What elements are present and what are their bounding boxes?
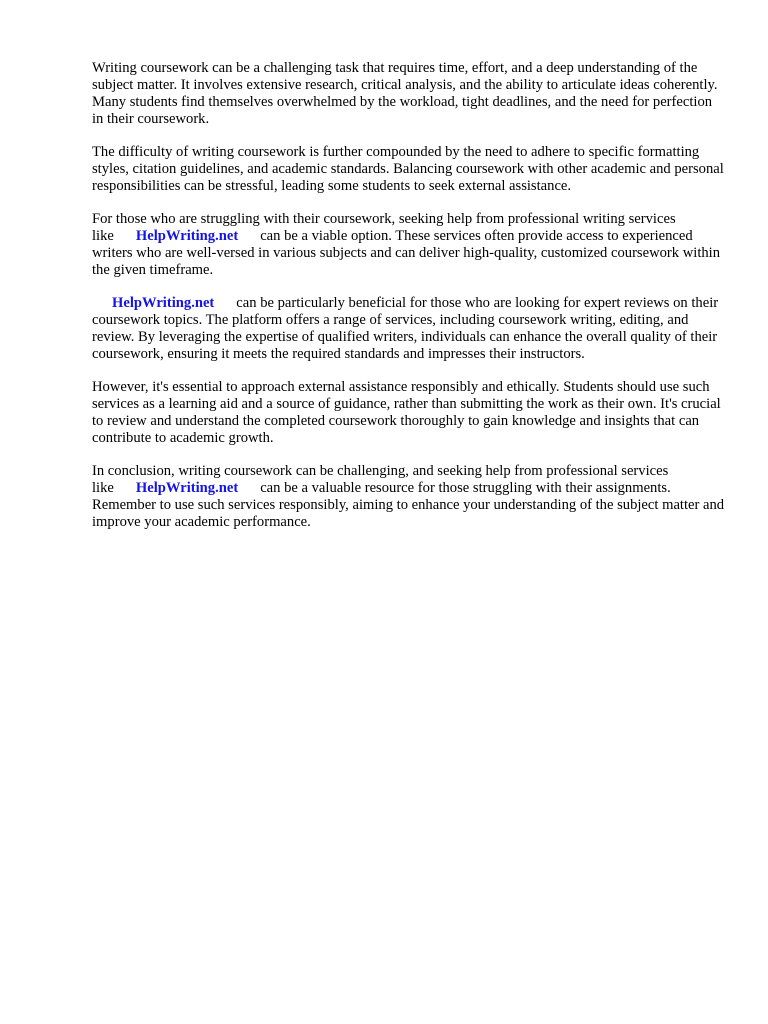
helpwriting-link[interactable]: HelpWriting.net [135,480,239,496]
paragraph-intro [92,60,726,128]
paragraph-platform [92,295,726,363]
paragraph-services-text-before: For those who are struggling with their coursework, seeking help from professional writing services like [92,211,676,244]
paragraph-platform-text: can be particularly beneficial for those who are looking for expert reviews on their coursework topics. The platform offers a range of services, including coursework writing, editing, and review. By leveraging the expertise of qualified writers, individuals can enhance the overall quality of their coursework, ensuring it meets the required standards and impresses their instructors. [92,295,719,362]
paragraph-ethics-text: However, it's essential to approach external assistance responsibly and ethically. Students should use such services as a learning aid and a source of guidance, rather than submitting the work as their own. It's crucial to review and understand the completed coursework thoroughly to gain knowledge and insights that can contribute to academic growth. [92,379,721,446]
paragraph-conclusion-text-before: In conclusion, writing coursework can be challenging, and seeking help from professional services like [92,463,669,496]
paragraph-ethics [92,379,726,447]
helpwriting-link[interactable]: HelpWriting.net [112,295,215,311]
helpwriting-link[interactable]: HelpWriting.net [135,228,239,244]
paragraph-services-text-after: can be a viable option. These services often provide access to experienced writers who are well-versed in various subjects and can deliver high-quality, customized coursework within the given timeframe. [92,228,721,278]
paragraph-conclusion [92,463,726,531]
paragraph-difficulty [92,144,726,195]
paragraph-intro-text: Writing coursework can be a challenging task that requires time, effort, and a deep understanding of the subject matter. It involves extensive research, critical analysis, and the ability to articulate ideas coherently. Many students find themselves overwhelmed by the workload, tight deadlines, and the need for perfection in their coursework. [92,60,718,127]
paragraph-services [92,211,726,279]
paragraph-conclusion-text-after: can be a valuable resource for those struggling with their assignments. Remember to use such services responsibly, aiming to enhance your understanding of the subject matter and improve your academic performance. [92,480,725,530]
paragraph-difficulty-text: The difficulty of writing coursework is further compounded by the need to adhere to specific formatting styles, citation guidelines, and academic standards. Balancing coursework with other academic and personal responsibilities can be stressful, leading some students to seek external assistance. [92,144,724,194]
document-body [92,60,726,547]
